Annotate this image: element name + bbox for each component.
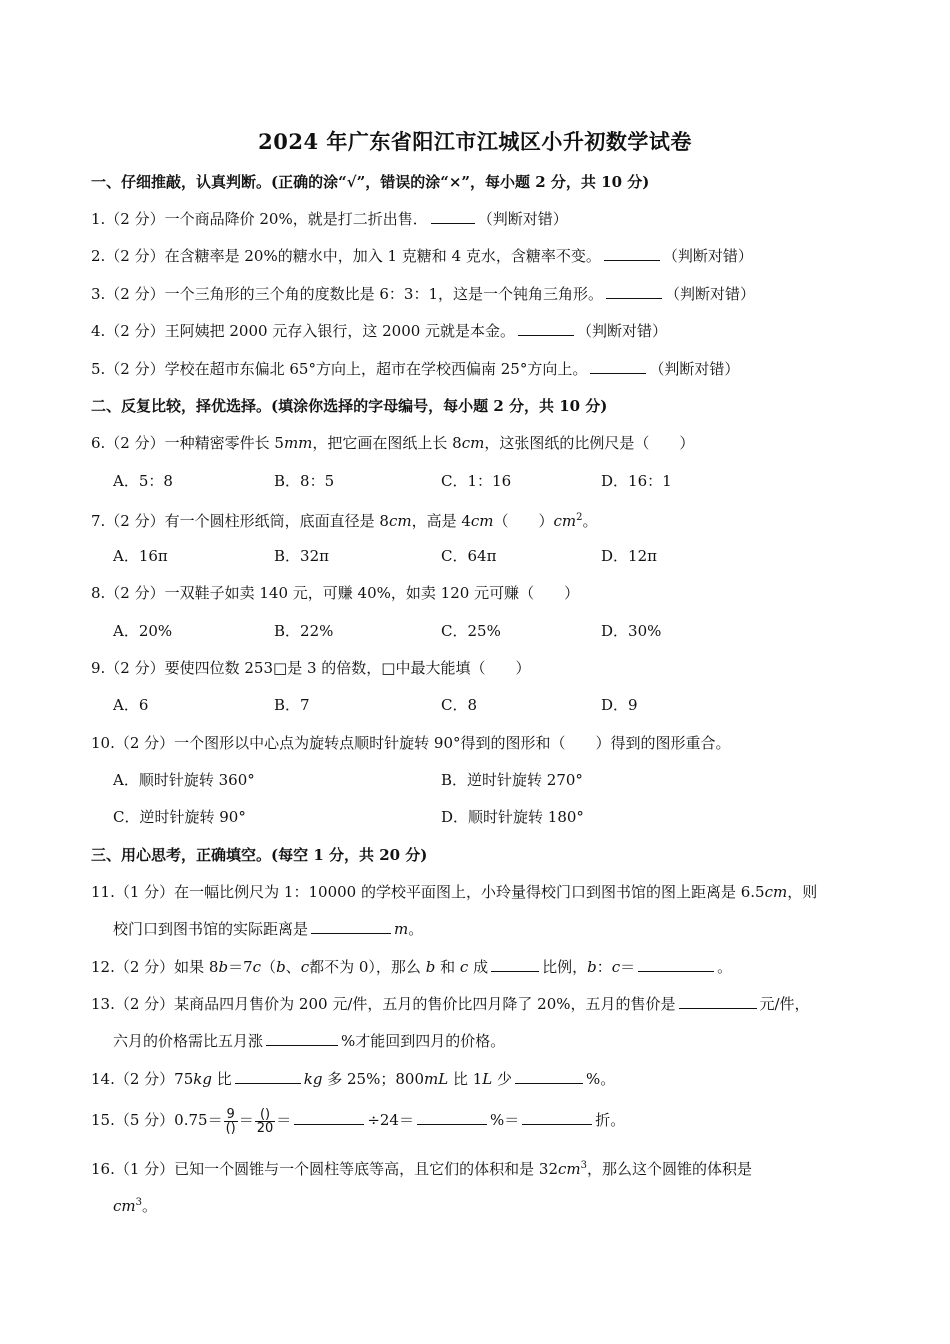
unit: cm (113, 1197, 136, 1215)
option-b[interactable]: B．8：5 (274, 472, 335, 490)
question-5-text: 5.（2 分）学校在超市东偏北 65°方向上，超市在学校西偏南 25°方向上。 (91, 360, 588, 378)
question-16-continued (113, 1192, 157, 1217)
question-5 (91, 358, 739, 380)
option-b[interactable]: B．22% (274, 622, 334, 640)
variable: b (218, 958, 229, 976)
option-c[interactable]: C．25% (441, 622, 501, 640)
question-4-hint: （判断对错） (577, 322, 668, 340)
option-d[interactable]: D．30% (601, 622, 662, 640)
question-11-text: 。 (408, 920, 424, 938)
question-16-text: 。 (142, 1197, 158, 1215)
unit: kg (193, 1070, 212, 1088)
option-b[interactable]: B．逆时针旋转 270° (441, 771, 583, 789)
question-12-text: ＝7 (228, 958, 253, 976)
option-a[interactable]: A．6 (113, 696, 149, 714)
unit: cm (764, 883, 788, 901)
unit: mL (424, 1070, 449, 1088)
question-12-text: ＝ (620, 958, 636, 976)
fraction-numerator[interactable]: () (255, 1108, 276, 1122)
fraction-denominator[interactable]: () (225, 1120, 236, 1136)
answer-blank[interactable] (235, 1069, 301, 1084)
variable: c (252, 958, 262, 976)
section-heading-3: 三、用心思考，正确填空。(每空 1 分，共 20 分) (91, 846, 428, 864)
answer-blank[interactable] (518, 321, 574, 336)
unit: kg (303, 1070, 323, 1088)
question-15-text: 折。 (595, 1111, 626, 1129)
option-b[interactable]: B．32π (274, 547, 329, 565)
question-15-text: ÷24＝ (367, 1111, 414, 1129)
question-11-text: ，则 (787, 883, 818, 901)
answer-blank[interactable] (417, 1110, 487, 1125)
option-a[interactable]: A．20% (113, 622, 173, 640)
unit: mm (283, 434, 313, 452)
question-9: 9.（2 分）要使四位数 253□是 3 的倍数，□中最大能填（ ） (91, 659, 531, 677)
answer-blank[interactable] (604, 246, 660, 261)
option-b[interactable]: B．7 (274, 696, 310, 714)
variable: c (300, 958, 310, 976)
question-2 (91, 245, 753, 267)
option-c[interactable]: C．1：16 (441, 472, 512, 490)
question-7-text: 7.（2 分）有一个圆柱形纸筒，底面直径是 8 (91, 512, 389, 530)
question-11-text: 11.（1 分）在一幅比例尺为 1：10000 的学校平面图上，小玲量得校门口到图书馆的图上距离是 6.5 (91, 883, 765, 901)
variable: c (459, 958, 469, 976)
option-c[interactable]: C．64π (441, 547, 497, 565)
question-15 (91, 1102, 625, 1138)
question-7-text: ，高是 4 (411, 512, 471, 530)
question-12-text: 12.（2 分）如果 8 (91, 958, 219, 976)
question-3-text: 3.（2 分）一个三角形的三个角的度数比是 6：3：1，这是一个钝角三角形。 (91, 285, 604, 303)
question-13-text: %才能回到四月的价格。 (341, 1032, 506, 1050)
answer-blank[interactable] (294, 1110, 364, 1125)
question-12-text: 、 (285, 958, 301, 976)
unit: L (482, 1070, 493, 1088)
exponent: 2 (576, 512, 583, 523)
question-11-continued (113, 918, 423, 940)
answer-blank[interactable] (431, 209, 475, 224)
option-d[interactable]: D．12π (601, 547, 657, 565)
question-12-text: 和 (440, 958, 456, 976)
question-3-hint: （判断对错） (665, 285, 756, 303)
question-12-text: （ (261, 958, 277, 976)
unit: cm (558, 1160, 581, 1178)
answer-blank[interactable] (266, 1031, 338, 1046)
question-4-text: 4.（2 分）王阿姨把 2000 元存入银行，这 2000 元就是本金。 (91, 322, 516, 340)
question-10: 10.（2 分）一个图形以中心点为旋转点顺时针旋转 90°得到的图形和（ ）得到的图形重合。 (91, 734, 731, 752)
question-16-text: 16.（1 分）已知一个圆锥与一个圆柱等底等高，且它们的体积和是 32 (91, 1160, 559, 1178)
question-12-text: ： (596, 958, 612, 976)
question-13-text: 六月的价格需比五月涨 (113, 1032, 264, 1050)
question-14 (91, 1068, 615, 1090)
section-heading-2: 二、反复比较，择优选择。(填涂你选择的字母编号，每小题 2 分，共 10 分) (91, 397, 608, 415)
question-13-text: 13.（2 分）某商品四月售价为 200 元/件，五月的售价比四月降了 20%，五月的售价是 (91, 995, 676, 1013)
question-7-text: （ ） (493, 512, 554, 530)
answer-blank[interactable] (679, 994, 757, 1009)
question-14-text: %。 (586, 1070, 616, 1088)
page-title: 2024 年广东省阳江市江城区小升初数学试卷 (258, 129, 692, 154)
answer-blank[interactable] (311, 919, 391, 934)
question-4 (91, 320, 667, 342)
option-c[interactable]: C．逆时针旋转 90° (113, 808, 246, 826)
question-2-hint: （判断对错） (662, 247, 753, 265)
question-12 (91, 956, 732, 978)
question-15-text: ＝ (238, 1111, 254, 1129)
answer-blank[interactable] (638, 957, 714, 972)
question-15-text: 15.（5 分）0.75＝ (91, 1111, 223, 1129)
fraction (224, 1108, 238, 1135)
answer-blank[interactable] (515, 1069, 583, 1084)
option-d[interactable]: D．顺时针旋转 180° (441, 808, 584, 826)
question-7-text: 。 (582, 512, 598, 530)
question-1 (91, 208, 568, 230)
unit: cm (470, 512, 494, 530)
exponent: 3 (135, 1197, 142, 1208)
question-14-text: 多 25%；800 (327, 1070, 424, 1088)
option-a[interactable]: A．顺时针旋转 360° (113, 771, 255, 789)
question-16 (91, 1155, 752, 1180)
variable: b (587, 958, 597, 976)
unit: cm (461, 434, 485, 452)
fraction-denominator: 20 (256, 1120, 274, 1136)
question-5-hint: （判断对错） (649, 360, 740, 378)
variable: c (611, 958, 621, 976)
answer-blank[interactable] (522, 1110, 592, 1125)
question-2-text: 2.（2 分）在含糖率是 20%的糖水中，加入 1 克糖和 4 克水，含糖率不变。 (91, 247, 601, 265)
question-6-text: 6.（2 分）一种精密零件长 5 (91, 434, 284, 452)
question-15-text: %＝ (489, 1111, 520, 1129)
answer-blank[interactable] (590, 359, 646, 374)
unit: cm (553, 512, 577, 530)
question-3 (91, 283, 755, 305)
question-12-text: 。 (717, 958, 733, 976)
unit: m (394, 920, 409, 938)
unit: cm (388, 512, 412, 530)
variable: b (425, 958, 436, 976)
variable: b (276, 958, 286, 976)
question-7 (91, 507, 598, 532)
option-a[interactable]: A．16π (113, 547, 168, 565)
question-16-text: ，那么这个圆锥的体积是 (587, 1160, 753, 1178)
question-14-text: 14.（2 分）75 (91, 1070, 194, 1088)
question-8: 8.（2 分）一双鞋子如卖 140 元，可赚 40%，如卖 120 元可赚（ ） (91, 584, 580, 602)
question-13-continued (113, 1030, 505, 1052)
answer-blank[interactable] (606, 284, 662, 299)
question-14-text: 比 1 (452, 1070, 483, 1088)
fraction-numerator: 9 (224, 1108, 238, 1122)
question-13-text: 元/件， (759, 995, 810, 1013)
question-6-text: ，把它画在图纸上长 8 (312, 434, 462, 452)
question-12-text: 都不为 0），那么 (309, 958, 421, 976)
question-12-text: 成 (473, 958, 489, 976)
question-14-text: 少 (497, 1070, 513, 1088)
question-12-text: 比例， (542, 958, 588, 976)
question-1-text: 1.（2 分）一个商品降价 20%，就是打二折出售． (91, 210, 428, 228)
section-heading-1: 一、仔细推敲，认真判断。(正确的涂“√”，错误的涂“×”，每小题 2 分，共 10 分) (91, 173, 650, 191)
question-14-text: 比 (216, 1070, 232, 1088)
question-11-text: 校门口到图书馆的实际距离是 (113, 920, 309, 938)
exponent: 3 (580, 1160, 588, 1171)
question-1-hint: （判断对错） (477, 210, 568, 228)
fraction (255, 1108, 276, 1135)
option-a[interactable]: A．5：8 (113, 472, 173, 490)
question-13 (91, 993, 810, 1015)
option-c[interactable]: C．8 (441, 696, 478, 714)
question-15-text: ＝ (276, 1111, 292, 1129)
question-11 (91, 881, 817, 903)
question-6 (91, 432, 694, 454)
option-d[interactable]: D．16：1 (601, 472, 672, 490)
answer-blank[interactable] (491, 957, 539, 972)
option-d[interactable]: D．9 (601, 696, 638, 714)
question-6-text: ，这张图纸的比例尺是（ ） (484, 434, 695, 452)
